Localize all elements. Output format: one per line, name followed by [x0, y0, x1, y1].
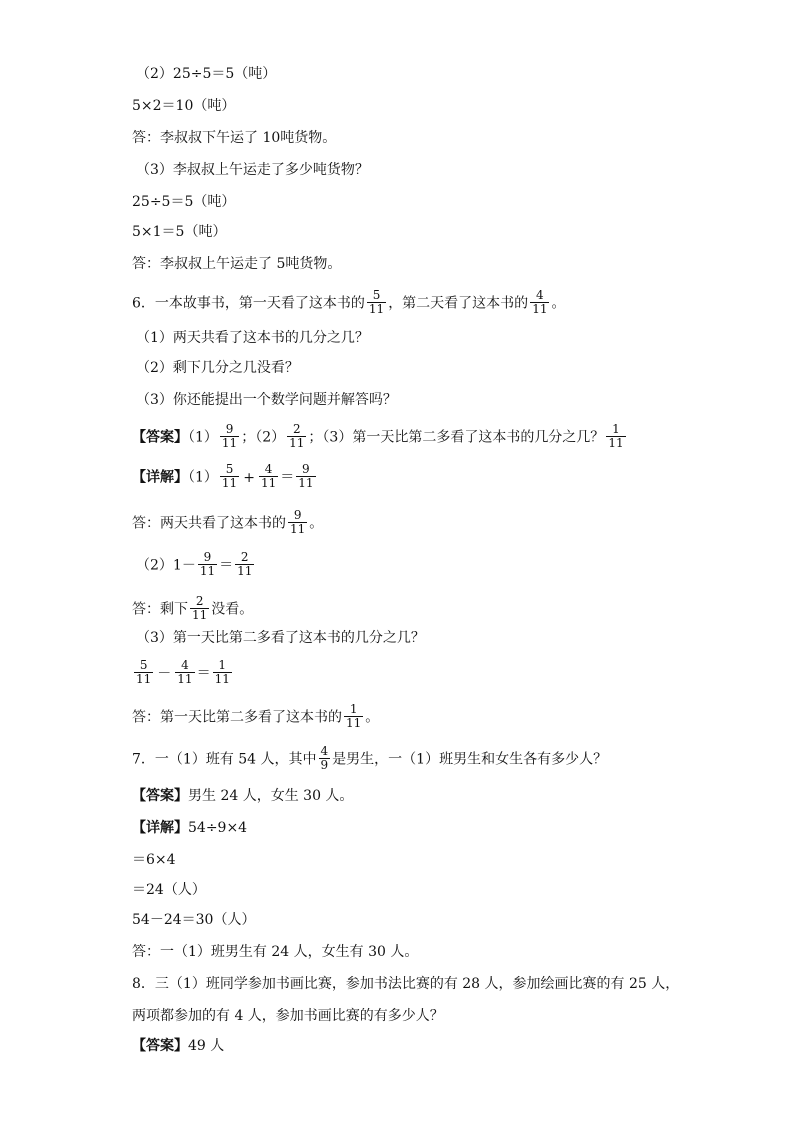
denominator: 11 [298, 476, 314, 490]
answer-text: 49 人 [188, 1038, 225, 1054]
numerator: 2 [240, 550, 249, 564]
plus-sign: + [243, 469, 255, 486]
answer-sep1: ；（2） [241, 429, 286, 446]
q6-detail-2 [136, 552, 256, 579]
fraction [213, 659, 232, 686]
fraction [530, 289, 549, 316]
answer-sep2: ；（3）第一天比第二多看了这本书的几分之几？ [308, 429, 605, 446]
q6-stem-c: 。 [551, 295, 566, 312]
q5-part3-line2: 5×1＝5（吨） [132, 224, 227, 240]
numerator: 2 [292, 422, 301, 436]
q5-part2-head: （2）25÷5＝5（吨） [136, 66, 277, 82]
fraction [288, 509, 307, 536]
numerator: 9 [293, 508, 302, 522]
q7-stem-a: 7．一（1）班有 54 人，其中 [132, 751, 317, 768]
numerator: 5 [225, 462, 234, 476]
answer-end: 。 [309, 515, 324, 532]
q6-answer-3 [132, 704, 379, 731]
q6-sub2: （2）剩下几分之几没看？ [136, 360, 299, 376]
q5-part3-line1: 25÷5＝5（吨） [132, 194, 236, 210]
fraction [367, 289, 386, 316]
q6-answer-1 [132, 510, 323, 537]
answer-label: 【答案】 [132, 429, 188, 446]
q6-answer [132, 424, 628, 451]
fraction [175, 659, 194, 686]
numerator: 5 [372, 288, 381, 302]
denominator: 11 [289, 436, 305, 450]
answer-label: 【答案】 [132, 788, 188, 804]
numerator: 4 [264, 462, 273, 476]
numerator: 2 [195, 594, 204, 608]
fraction [190, 595, 209, 622]
q7-stem [132, 746, 607, 773]
fraction [344, 703, 363, 730]
q6-sub3: （3）你还能提出一个数学问题并解答吗？ [136, 392, 397, 408]
q6-stem-b: ，第二天看了这本书的 [388, 295, 529, 312]
q8-answer [132, 1036, 224, 1056]
denominator: 11 [221, 476, 238, 490]
denominator: 11 [290, 522, 306, 536]
answer-text: 答：剩下 [132, 601, 188, 618]
equals-sign: ＝ [196, 665, 211, 682]
q6-stem [132, 290, 565, 317]
q5-part2-answer: 答：李叔叔下午运了 10吨货物。 [132, 130, 337, 146]
answer-text: 答：第一天比第二多看了这本书的 [132, 709, 342, 726]
q5-part2-line: 5×2＝10（吨） [132, 98, 236, 114]
detail-p1: （1） [188, 469, 218, 486]
fraction [220, 423, 239, 450]
fraction [296, 463, 315, 490]
answer-end: 。 [365, 709, 380, 726]
denominator: 11 [199, 564, 216, 578]
numerator: 4 [536, 288, 544, 302]
denominator: 11 [136, 672, 152, 686]
denominator: 11 [346, 716, 362, 730]
q5-part3-head: （3）李叔叔上午运走了多少吨货物？ [136, 162, 369, 178]
fraction [319, 745, 331, 772]
answer-label: 【答案】 [132, 1038, 188, 1054]
q7-stem-b: 是男生，一（1）班男生和女生各有多少人？ [332, 751, 608, 768]
equals-sign: ＝ [280, 469, 295, 486]
denominator: 11 [368, 302, 385, 316]
detail-label: 【详解】 [132, 469, 188, 486]
numerator: 5 [139, 658, 148, 672]
detail-text: 54÷9×4 [188, 820, 248, 836]
q8-stem-line1: 8．三（1）班同学参加书画比赛，参加书法比赛的有 28 人，参加绘画比赛的有 25 人， [132, 976, 680, 992]
q7-final-answer: 答：一（1）班男生有 24 人，女生有 30 人。 [132, 944, 419, 960]
fraction [287, 423, 306, 450]
answer-text: 答：两天共看了这本书的 [132, 515, 286, 532]
denominator: 11 [608, 436, 624, 450]
denominator: 11 [532, 302, 548, 316]
denominator: 11 [260, 476, 277, 490]
fraction [220, 463, 239, 490]
denominator: 11 [221, 436, 238, 450]
fraction [235, 551, 254, 578]
numerator: 4 [181, 658, 189, 672]
answer-end: 没看。 [211, 601, 254, 618]
fraction [606, 423, 625, 450]
numerator: 1 [612, 422, 620, 436]
q7-line3: ＝24（人） [132, 882, 206, 898]
q6-answer-2 [132, 596, 253, 623]
denominator: 9 [320, 758, 329, 772]
q6-sub1: （1）两天共看了这本书的几分之几？ [136, 330, 369, 346]
q7-detail [132, 818, 247, 838]
detail-p2: （2）1－ [136, 557, 196, 574]
q6-detail-1 [132, 464, 318, 491]
answer-p1: （1） [188, 429, 218, 446]
numerator: 9 [203, 550, 212, 564]
answer-text: 男生 24 人，女生 30 人。 [188, 788, 354, 804]
fraction [134, 659, 153, 686]
q8-stem-line2: 两项都参加的有 4 人，参加书画比赛的有多少人？ [132, 1008, 444, 1024]
numerator: 1 [218, 658, 227, 672]
denominator: 11 [237, 564, 253, 578]
q6-part3-head: （3）第一天比第二多看了这本书的几分之几？ [136, 630, 425, 646]
q6-detail-3 [132, 660, 234, 687]
numerator: 4 [320, 744, 329, 758]
denominator: 11 [214, 672, 230, 686]
detail-label: 【详解】 [132, 820, 188, 836]
q7-line2: ＝6×4 [132, 852, 176, 868]
fraction [259, 463, 278, 490]
numerator: 9 [302, 462, 310, 476]
denominator: 11 [192, 608, 208, 622]
numerator: 9 [225, 422, 234, 436]
q5-part3-answer: 答：李叔叔上午运走了 5吨货物。 [132, 256, 342, 272]
denominator: 11 [177, 672, 193, 686]
numerator: 1 [349, 702, 358, 716]
fraction [198, 551, 217, 578]
equals-sign: ＝ [219, 557, 234, 574]
q6-stem-a: 6．一本故事书，第一天看了这本书的 [132, 295, 365, 312]
q7-answer [132, 786, 353, 806]
minus-sign: － [157, 665, 172, 682]
q7-line4: 54－24＝30（人） [132, 912, 256, 928]
